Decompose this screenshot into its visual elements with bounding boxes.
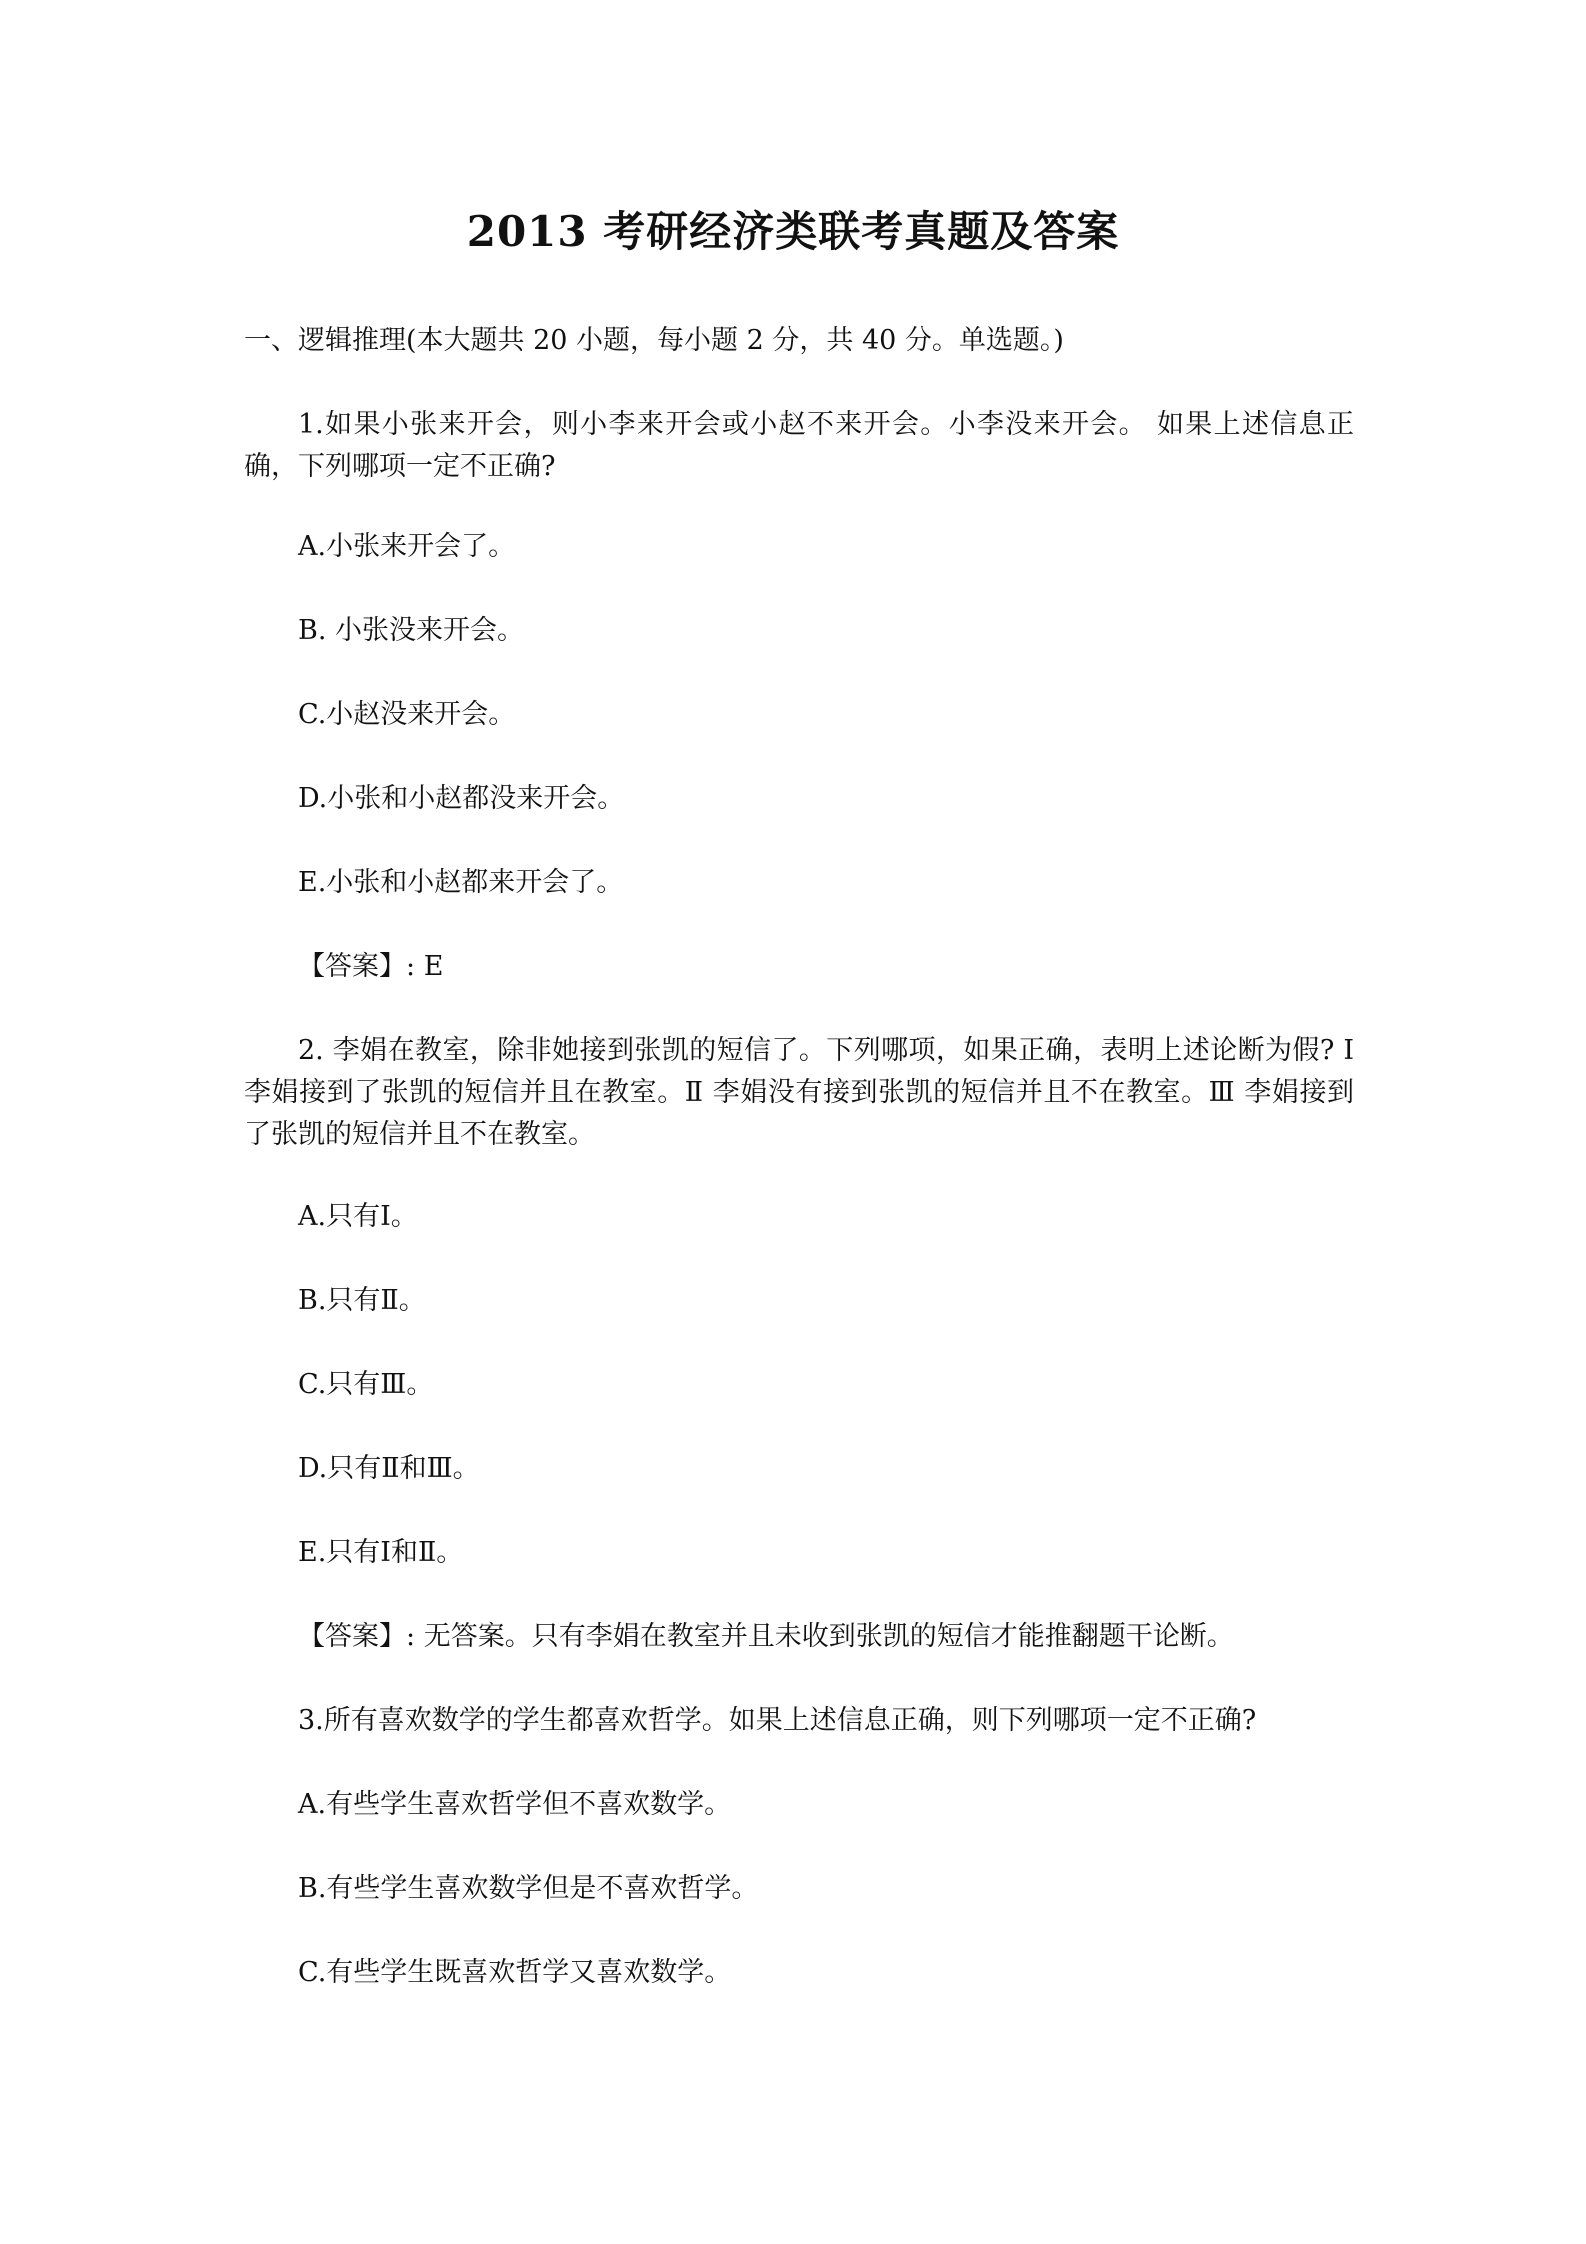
section-heading: 一、逻辑推理(本大题共 20 小题，每小题 2 分，共 40 分。单选题。) (244, 325, 1064, 356)
question-2-answer (298, 1618, 1234, 1656)
answer-text: E (423, 951, 444, 982)
question-3-stem: 3.所有喜欢数学的学生都喜欢哲学。如果上述信息正确，则下列哪项一定不正确? (298, 1705, 1257, 1736)
question-2-option-c: C.只有Ⅲ。 (298, 1369, 434, 1400)
question-1-option-b: B. 小张没来开会。 (298, 615, 525, 646)
answer-label: 【答案】: (298, 951, 416, 982)
question-3-option-c: C.有些学生既喜欢哲学又喜欢数学。 (298, 1957, 732, 1988)
answer-label: 【答案】: (298, 1621, 416, 1652)
question-2-option-d: D.只有Ⅱ和Ⅲ。 (298, 1453, 480, 1484)
question-1-option-c: C.小赵没来开会。 (298, 699, 516, 730)
document-title: 2013 考研经济类联考真题及答案 (466, 207, 1120, 256)
question-1-option-a: A.小张来开会了。 (298, 531, 516, 562)
question-1-option-e: E.小张和小赵都来开会了。 (298, 867, 624, 898)
question-3-option-b: B.有些学生喜欢数学但是不喜欢哲学。 (298, 1873, 759, 1904)
question-1-answer (298, 948, 443, 986)
question-2-stem: 2. 李娟在教室，除非她接到张凯的短信了。下列哪项，如果正确，表明上述论断为假? Ⅰ 李娟接到了张凯的短信并且在教室。Ⅱ 李娟没有接到张凯的短信并且不在教室。Ⅲ 李娟接到了张凯的短信并且不在教室。 (244, 1035, 1354, 1150)
question-2-option-e: E.只有Ⅰ和Ⅱ。 (298, 1537, 464, 1568)
question-2-option-b: B.只有Ⅱ。 (298, 1285, 426, 1316)
question-1-stem: 1.如果小张来开会，则小李来开会或小赵不来开会。小李没来开会。 如果上述信息正确，下列哪项一定不正确? (244, 409, 1354, 482)
answer-text: 无答案。只有李娟在教室并且未收到张凯的短信才能推翻题干论断。 (423, 1621, 1234, 1652)
question-1-option-d: D.小张和小赵都没来开会。 (298, 783, 625, 814)
question-3-option-a: A.有些学生喜欢哲学但不喜欢数学。 (298, 1789, 732, 1820)
question-2-option-a: A.只有Ⅰ。 (298, 1201, 418, 1232)
